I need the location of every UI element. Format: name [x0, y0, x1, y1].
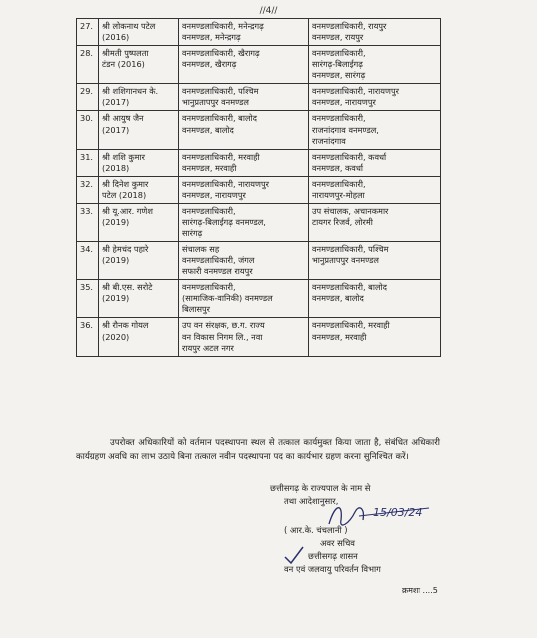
officer-name-cell-line: श्री यू.आर. गणेश [102, 205, 153, 216]
officer-name-cell-line: श्री आयुष जैन [102, 113, 144, 124]
order-line-1: छत्तीसगढ़ के राज्यपाल के नाम से [270, 483, 371, 493]
table-row [77, 203, 441, 241]
current-posting-cell [179, 111, 309, 149]
new-posting-cell-line: वनमण्डलाधिकारी, पश्चिम [312, 244, 389, 255]
current-posting-cell-line: वन विकास निगम लि., नवा [182, 331, 263, 342]
current-posting-cell-line: वनमण्डलाधिकारी, जंगल [182, 255, 255, 266]
officer-name-cell-line: श्री शशि कुमार [102, 151, 146, 162]
new-posting-cell [309, 242, 441, 280]
serial-number-cell: 36. [77, 318, 99, 356]
signatory-government: छत्तीसगढ़ शासन [308, 551, 358, 562]
new-posting-cell-line: वनमण्डलाधिकारी, नारायणपुर [312, 86, 399, 97]
new-posting-cell-line: राजनांदगाव वनमण्डल, [312, 124, 379, 135]
current-posting-cell-line: वनमण्डल, खैरागढ़ [182, 59, 237, 70]
officer-name-cell-line: (2018) [102, 162, 130, 173]
officer-name-cell [99, 19, 179, 46]
new-posting-cell-line: वनमण्डल, मरवाही [312, 331, 367, 342]
officer-name-cell [99, 176, 179, 203]
table-row [77, 111, 441, 149]
new-posting-cell [309, 111, 441, 149]
new-posting-cell-line: टायगर रिजर्व, लोरमी [312, 216, 373, 227]
current-posting-cell [179, 46, 309, 84]
current-posting-cell [179, 280, 309, 318]
current-posting-cell [179, 84, 309, 111]
current-posting-cell-line: (सामाजिक-वानिकी) वनमण्डल [182, 293, 273, 304]
serial-number-cell: 32. [77, 176, 99, 203]
current-posting-cell [179, 242, 309, 280]
officer-name-cell-line: श्री हेमचंद पहारे [102, 244, 149, 255]
current-posting-cell-line: वनमण्डल, बालोद [182, 124, 234, 135]
signatory-designation: अवर सचिव [320, 538, 355, 549]
new-posting-cell [309, 84, 441, 111]
current-posting-cell-line: वनमण्डलाधिकारी, बालोद [182, 113, 257, 124]
new-posting-cell [309, 203, 441, 241]
table-row [77, 46, 441, 84]
current-posting-cell-line: सारंगढ़ [182, 228, 203, 238]
officer-name-cell-line: श्री शशिगानधन के. [102, 86, 159, 97]
officer-name-cell-line: श्री दिनेश कुमार [102, 178, 149, 189]
current-posting-cell-line: रायपुर अटल नगर [182, 342, 234, 353]
new-posting-cell-line: वनमण्डल, बालोद [312, 293, 364, 304]
officer-name-cell-line: (2019) [102, 255, 130, 266]
serial-number-cell: 28. [77, 46, 99, 84]
new-posting-cell-line: वनमण्डल, रायपुर [312, 32, 364, 43]
table-row [77, 242, 441, 280]
order-line-2: तथा आदेशानुसार, [284, 496, 339, 507]
serial-number-cell: 31. [77, 149, 99, 176]
current-posting-cell-line: वनमण्डल, मरवाही [182, 162, 237, 173]
officer-name-cell-line: (2019) [102, 216, 130, 227]
current-posting-cell-line: वनमण्डल, नारायणपुर [182, 189, 246, 200]
serial-number-cell: 30. [77, 111, 99, 149]
serial-number-cell: 34. [77, 242, 99, 280]
new-posting-cell-line: वनमण्डलाधिकारी, कवर्धा [312, 151, 387, 162]
new-posting-cell-line: भानुप्रतापपुर वनमण्डल [312, 255, 379, 266]
serial-number-cell: 27. [77, 19, 99, 46]
new-posting-cell-line: उप संचालक, अचानकमार [312, 205, 389, 216]
new-posting-cell-line: नारायणपुर-मोहला [312, 189, 365, 200]
current-posting-cell-line: वनमण्डलाधिकारी, [182, 282, 236, 293]
new-posting-cell-line: वनमण्डलाधिकारी, बालोद [312, 282, 387, 293]
continuation-note: क्रमशः ....5 [402, 586, 438, 595]
serial-number-cell: 33. [77, 203, 99, 241]
officer-name-cell [99, 203, 179, 241]
new-posting-cell-line: वनमण्डल, कवर्धा [312, 162, 364, 173]
new-posting-cell-line: वनमण्डल, सारंगढ़ [312, 70, 366, 81]
current-posting-cell [179, 149, 309, 176]
officer-name-cell-line: टंडन (2016) [102, 59, 145, 70]
current-posting-cell-line: वनमण्डलाधिकारी, मरवाही [182, 151, 260, 162]
table-row [77, 84, 441, 111]
officer-name-cell-line: (2020) [102, 331, 130, 342]
new-posting-cell-line: सारंगढ़-बिलाईगढ़ [312, 59, 363, 70]
relieving-instruction [76, 436, 440, 464]
tick-mark-icon [282, 543, 306, 567]
officer-name-cell-line: (2016) [102, 32, 130, 43]
current-posting-cell-line: संचालक सह [182, 244, 220, 255]
officer-name-cell-line: श्री रौनक गोयल [102, 320, 149, 331]
officer-name-cell [99, 149, 179, 176]
officer-name-cell-line: श्री लोकनाथ पटेल [102, 21, 156, 31]
serial-number-cell: 35. [77, 280, 99, 318]
signature-date: 15/03/24 [373, 506, 423, 519]
officer-name-cell [99, 46, 179, 84]
new-posting-cell [309, 176, 441, 203]
handwritten-signature [325, 494, 435, 534]
new-posting-cell [309, 149, 441, 176]
officer-name-cell [99, 242, 179, 280]
officer-name-cell-line: पटेल (2018) [102, 189, 147, 200]
new-posting-cell [309, 46, 441, 84]
new-posting-cell-line: वनमण्डलाधिकारी, [312, 113, 366, 124]
current-posting-cell-line: भानुप्रतापपुर वनमण्डल [182, 97, 249, 108]
new-posting-cell-line: वनमण्डलाधिकारी, रायपुर [312, 21, 387, 31]
current-posting-cell [179, 176, 309, 203]
officer-name-cell [99, 280, 179, 318]
page-number: //4// [259, 6, 278, 16]
current-posting-cell-line: उप वन संरक्षक, छ.ग. राज्य [182, 320, 265, 331]
signatory-department: वन एवं जलवायु परिवर्तन विभाग [284, 564, 381, 575]
table-row [77, 19, 441, 46]
serial-number-cell: 29. [77, 84, 99, 111]
current-posting-cell-line: वनमण्डलाधिकारी, [182, 205, 236, 216]
new-posting-cell [309, 280, 441, 318]
officer-name-cell [99, 111, 179, 149]
new-posting-cell [309, 19, 441, 46]
transfer-table [76, 18, 441, 357]
new-posting-cell-line: वनमण्डल, नारायणपुर [312, 97, 376, 108]
signatory-name: ( आर.के. चंचलानी ) [284, 525, 348, 536]
current-posting-cell [179, 318, 309, 356]
officer-name-cell [99, 318, 179, 356]
current-posting-cell-line: वनमण्डलाधिकारी, पश्चिम [182, 86, 259, 97]
new-posting-cell-line: वनमण्डलाधिकारी, [312, 48, 366, 59]
current-posting-cell-line: सफारी वनमण्डल रायपुर [182, 266, 253, 277]
new-posting-cell [309, 318, 441, 356]
officer-name-cell-line: श्री बी.एस. सरोटे [102, 282, 153, 293]
officer-name-cell [99, 84, 179, 111]
officer-name-cell-line: श्रीमती पुष्पलता [102, 48, 149, 59]
table-row [77, 280, 441, 318]
table-row [77, 176, 441, 203]
instruction-text: उपरोक्त अधिकारियों को वर्तमान पदस्थापना स्थल से तत्काल कार्यमुक्त किया जाता है, संबंधित अधिकारी कार्यग्रहण अवधि का लाभ उठाये बिना तत्काल नवीन पदस्थापना पद का कार्यभार ग्रहण करना सुनिश्चित करें। [76, 438, 440, 463]
current-posting-cell-line: वनमण्डलाधिकारी, खैरागढ़ [182, 48, 260, 59]
new-posting-cell-line: वनमण्डलाधिकारी, [312, 178, 366, 189]
current-posting-cell-line: वनमण्डलाधिकारी, मनेन्द्रगढ़ [182, 21, 264, 31]
current-posting-cell [179, 19, 309, 46]
current-posting-cell-line: सारंगढ़-बिलाईगढ़ वनमण्डल, [182, 216, 266, 227]
new-posting-cell-line: वनमण्डलाधिकारी, मरवाही [312, 320, 390, 331]
officer-name-cell-line: (2017) [102, 97, 130, 108]
officer-name-cell-line: (2019) [102, 293, 130, 304]
current-posting-cell-line: वनमण्डल, मनेन्द्रगढ़ [182, 32, 241, 43]
table-row [77, 318, 441, 356]
current-posting-cell-line: वनमण्डलाधिकारी, नारायणपुर [182, 178, 269, 189]
officer-name-cell-line: (2017) [102, 124, 130, 135]
table-row [77, 149, 441, 176]
new-posting-cell-line: राजनांदगाव [312, 135, 346, 146]
current-posting-cell-line: बिलासपुर [182, 304, 211, 315]
current-posting-cell [179, 203, 309, 241]
